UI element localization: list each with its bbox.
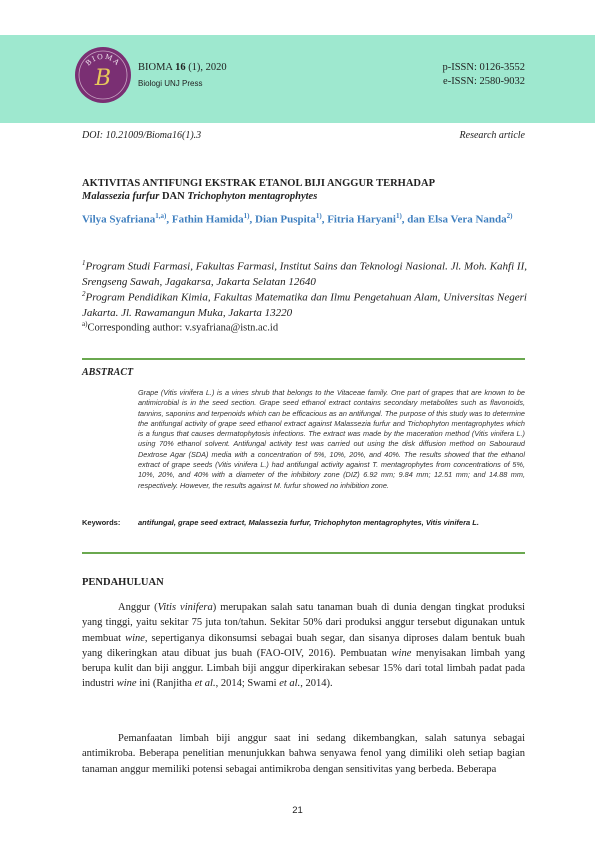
title-line-1: AKTIVITAS ANTIFUNGI EKSTRAK ETANOL BIJI ANGGUR TERHADAP	[82, 178, 435, 189]
text-run: menyisakan limbah yang berupa kulit dan biji anggur. Limbah biji anggur diperkirakan sebesar 15% dari total limbah padat pada industri	[82, 647, 525, 690]
author-separator: ,	[249, 213, 256, 226]
journal-issue-year: (1), 2020	[188, 62, 227, 73]
author-name: Fitria Haryani	[327, 213, 396, 226]
affiliation-2	[82, 287, 527, 322]
title-line-2	[82, 190, 522, 203]
italic-term: et al.	[194, 678, 216, 690]
intro-paragraph-1	[82, 600, 525, 692]
author-name: Elsa Vera Nanda	[427, 213, 507, 226]
doi-link[interactable]: DOI: 10.21009/Bioma16(1).3	[82, 130, 202, 141]
italic-term: wine	[125, 632, 145, 644]
author-separator: ,	[166, 213, 172, 226]
corresponding-author	[82, 320, 278, 334]
article-title	[82, 177, 522, 203]
text-run: ini (Ranjitha	[136, 678, 195, 690]
author-affiliation-mark: 1)	[395, 212, 402, 220]
title-species-2: Trichophyton mentagrophytes	[187, 191, 318, 202]
abstract-bottom-rule	[82, 552, 525, 554]
author-name: Vilya Syafriana	[82, 213, 156, 226]
logo-letter: B	[94, 66, 112, 91]
author-name: Dian Puspita	[255, 213, 316, 226]
page-number: 21	[292, 805, 303, 816]
author-affiliation-mark: 1)	[315, 212, 322, 220]
title-conjunction: DAN	[159, 191, 188, 202]
journal-logo	[75, 47, 131, 103]
affiliation-mark: 1	[82, 259, 86, 267]
bioma-logo-icon	[75, 47, 131, 103]
journal-volume: 16	[175, 62, 186, 73]
keywords-label: Keywords:	[82, 518, 121, 527]
author-separator: ,	[321, 213, 328, 226]
abstract-heading: ABSTRACT	[82, 367, 134, 378]
title-species-1: Malassezia furfur	[82, 191, 160, 202]
corresponding-mark: a)	[82, 320, 88, 328]
italic-term: et al.	[279, 678, 301, 690]
affiliation-text: Program Pendidikan Kimia, Fakultas Matematika dan Ilmu Pengetahuan Alam, Universitas Negeri Jakarta. Jl. Rawamangun Muka, Jakarta 13220	[82, 291, 527, 320]
text-run: , 2014).	[300, 678, 333, 690]
author-affiliation-mark: 1)	[243, 212, 250, 220]
affiliation-1	[82, 256, 527, 291]
journal-citation	[138, 62, 227, 73]
affiliation-mark: 2	[82, 290, 86, 298]
e-issn: e-ISSN: 2580-9032	[443, 76, 525, 87]
italic-term: wine	[391, 647, 412, 659]
section-heading-intro: PENDAHULUAN	[82, 577, 164, 588]
affiliation-text: Program Studi Farmasi, Fakultas Farmasi, Institut Sains dan Teknologi Nasional. Jl. Moh. Kahfi II, Srengseng Sawah, Jagakarsa, Jakarta Selatan 12640	[82, 260, 527, 289]
author-list	[82, 208, 527, 229]
keywords-text: antifungal, grape seed extract, Malassezia furfur, Trichophyton mentagrophytes, Vitis vinifera L.	[138, 518, 479, 527]
author-affiliation-mark: 2)	[506, 212, 513, 220]
species-name: Vitis vinifera	[157, 602, 213, 613]
abstract-body: Grape (Vitis vinifera L.) is a vines shrub that belongs to the Vitaceae family. One part of grapes that are known to be antimicrobial is in the seed section. Grape seed ethanol extract contains secondary metabolites such as flavonoids, tannins, saponins and terpenoids which can be efficacious as an antifungal. The purpose of this study was to determine the antifungal activity of grape seed ethanol extract against Malassezia furfur and Trichophyton mentagrophytes which is a fungus that causes dermatophytosis infections. The extract was made by the maceration method (Vitis vinifera L.) using 70% ethanol solvent. Antifungal activity test was carried out using the disk diffusion method on Sabouraud Dextrose Agar (SDA) media with a concentration of 5%, 10%, 20%, and 40%. The results showed that the ethanol extract of grape seeds (Vitis vinifera L.) had antifungal activity against T. mentagrophytes from concentrations of 5%, 10%, 20%, and 40% with a diameter of the inhibitory zone (DIZ) 6.92 mm; 9.84 mm; 12.51 mm; and 14.88 mm, respectively. However, the results against M. furfur showed no inhibition zone.	[138, 388, 525, 490]
corresponding-text[interactable]: Corresponding author: v.syafriana@istn.ac.id	[87, 322, 279, 334]
article-type: Research article	[459, 130, 525, 141]
text-run: , sepertiganya dikonsumsi sebagai buah segar, dan sisanya diproses dalam bentuk buah yang dikeringkan atau dibuat jus buah (FAO-OIV, 2016). Pembuatan	[82, 632, 525, 659]
italic-term: wine	[116, 678, 137, 690]
text-run: ) merupakan salah satu tanaman buah di dunia dengan tingkat produksi yang tinggi, yaitu sekitar 75 juta ton/tahun. Sekitar 50% dari produksi anggur tersebut digunakan untuk membuat	[82, 602, 526, 644]
intro-paragraph-2: Pemanfaatan limbah biji anggur saat ini sedang dikembangkan, salah satunya sebagai antimikroba. Beberapa penelitian menunjukkan bahwa senyawa fenol yang dimiliki oleh setiap bagian tanaman anggur memiliki potensi sebagai antimikroba dengan sensitivitas yang berbeda. Beberapa	[82, 733, 525, 775]
journal-name: BIOMA	[138, 62, 173, 73]
p-issn: p-ISSN: 0126-3552	[442, 62, 525, 73]
journal-publisher: Biologi UNJ Press	[138, 79, 203, 88]
author-affiliation-mark: 1,a)	[155, 212, 167, 220]
abstract-top-rule	[82, 358, 525, 360]
author-separator: , dan	[401, 213, 428, 226]
text-run: , 2014; Swami	[215, 678, 280, 690]
logo-ring-text: BIOMA	[84, 52, 122, 68]
text-run: Anggur (	[118, 602, 158, 613]
author-name: Fathin Hamida	[171, 213, 244, 226]
